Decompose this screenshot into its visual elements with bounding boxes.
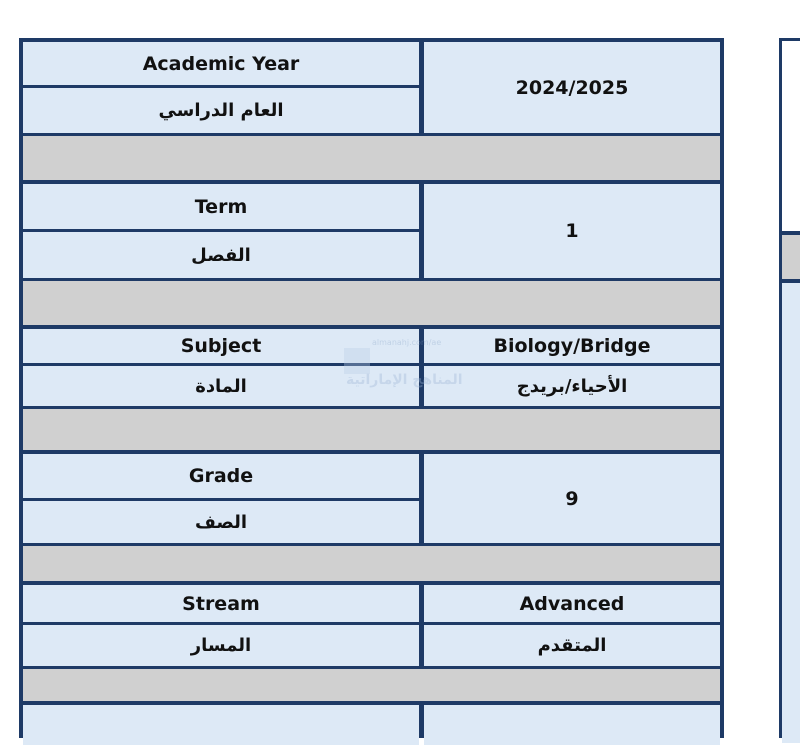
separator-row [23, 281, 720, 325]
stream-value-en: Advanced [424, 585, 720, 622]
grade-value: 9 [424, 454, 720, 543]
subject-value-en: Biology/Bridge [424, 329, 720, 363]
subject-label-ar: المادة [23, 366, 419, 406]
term-label-en: Term [23, 184, 419, 229]
watermark-url: almanahj.com/ae [372, 338, 442, 347]
next-row-label [23, 705, 419, 745]
separator-row [23, 546, 720, 581]
info-table [19, 38, 724, 738]
academic-year-label-en: Academic Year [23, 42, 419, 85]
grade-label-en: Grade [23, 454, 419, 498]
adjacent-page-edge [779, 38, 800, 738]
term-label-ar: الفصل [23, 232, 419, 278]
separator-row [23, 669, 720, 701]
adjacent-page-cell [782, 41, 800, 231]
adjacent-page-cell [782, 283, 800, 743]
subject-label-en: Subject [23, 329, 419, 363]
adjacent-page-separator [782, 235, 800, 279]
stream-value-ar: المتقدم [424, 625, 720, 666]
grade-label-ar: الصف [23, 501, 419, 543]
academic-year-label-ar: العام الدراسي [23, 88, 419, 133]
academic-year-value: 2024/2025 [424, 42, 720, 133]
next-row-value [424, 705, 720, 745]
subject-value-ar: الأحياء/بريدج [424, 366, 720, 406]
stream-label-ar: المسار [23, 625, 419, 666]
separator-row [23, 409, 720, 450]
term-value: 1 [424, 184, 720, 278]
watermark-name: المناهج الإماراتية [346, 372, 463, 388]
separator-row [23, 136, 720, 180]
stream-label-en: Stream [23, 585, 419, 622]
